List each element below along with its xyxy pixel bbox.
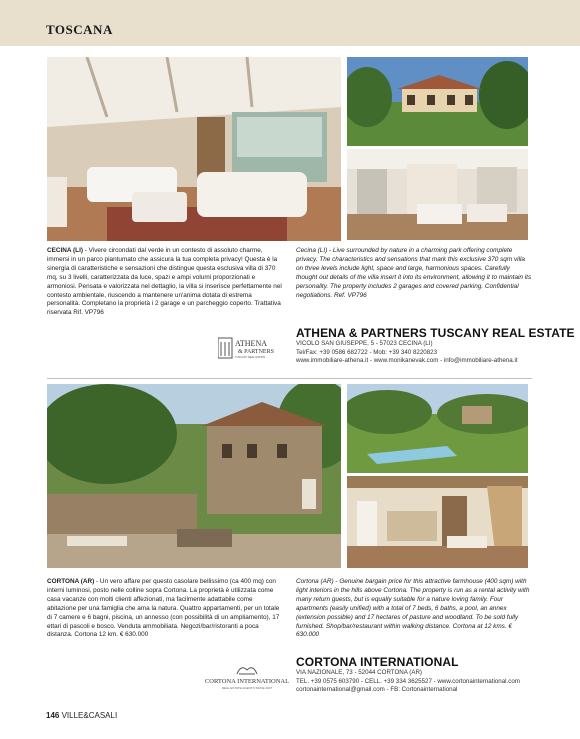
- agency-athena: [296, 326, 575, 366]
- agency-web: cortonainternational@gmail.com - FB: Cortonainternational: [296, 686, 458, 694]
- agency-phones: TEL. +39 0575 603790 - CELL. +39 334 3625527 - www.cortonainternational.com: [296, 677, 520, 685]
- photo-farmhouse-kitchen: [347, 476, 528, 568]
- photo-farmhouse-exterior: [47, 384, 341, 568]
- page-footer: [46, 711, 117, 720]
- cortona-logo: [205, 660, 289, 692]
- agency-cortona: [296, 655, 520, 695]
- agency-phones: Tel/Fax: +39 0586 682722 - Mob: +39 340 8220823: [296, 348, 438, 356]
- divider: [47, 378, 532, 379]
- page-number: 146: [46, 711, 60, 720]
- athena-logo: [218, 336, 286, 360]
- agency-address: VICOLO SAN GIUSEPPE, 5 - 57023 CECINA (LI): [296, 340, 433, 347]
- listing-text: - Vivere circondati dal verde in un contesto di assoluto charme, immersi in un parco piantumato che assicura la tua completa privacy! Questa è la sinergia di caratteristiche e sensazioni che distingue questa esclusiva villa di 370 mq, su 3 livelli, caratterizzata da luce, spazi e ampi volumi proporzionati e armoniosi. Pensata e valorizzata nel dettaglio, la villa si inserisce perfettamente nel contesto ambientale, riuscendo a mantenere un'anima dotata di estrema personalità. Completano la proprietà i 2 garage e un parcheggio coperto. Trattativa riservata Rif. VP796: [47, 247, 282, 317]
- listing-description-it: [47, 247, 283, 318]
- logo-tag: REAL ESTATE AGENTS SINCE 2007: [221, 686, 273, 690]
- listing-location: CORTONA (AR): [47, 578, 95, 585]
- logo-word: ATHENA: [235, 339, 267, 348]
- photo-villa-exterior: [347, 57, 528, 146]
- agency-web: www.immobiliare-athena.it - www.monikanevak.com - info@immobiliare-athena.it: [296, 357, 518, 365]
- agency-name: CORTONA INTERNATIONAL: [296, 655, 459, 669]
- photo-villa-interior: [347, 149, 528, 240]
- logo-tag: TUSCANY REAL ESTATE: [235, 356, 266, 359]
- listing-text: - Un vero affare per questo casolare bellissimo (ca 400 mq) con interni luminosi, posto nelle colline sopra Cortona. La proprietà è utilizzata come casa vacanze con molti clienti affezionati, ma facilmente adattabile come abitazione per una famiglia che ama la natura. Quattro appartamenti, per un totale di 7 camere e 6 bagni, piscina, un annesso (con possibilità di un ampliamento), 17 ettari di pascoli e bosco. Venduta ammobiliata. Negozi/bar/ristoranti a poca distanza. Cortona 12 km. € 630.000: [47, 578, 280, 639]
- logo-word: CORTONA INTERNATIONAL: [205, 678, 289, 685]
- logo-sub: & PARTNERS: [238, 349, 274, 355]
- magazine-name: VILLE&CASALI: [61, 711, 118, 720]
- photo-farmhouse-pool: [347, 384, 528, 473]
- photo-villa-living-room: [47, 57, 341, 241]
- listing-description-en: Cecina (LI) - Live surrounded by nature in a charming park offering complete privacy. The characteristics and sensations that mark this exclusive 370 sqm villa on three levels include light, space and large, harmonious spaces. Carefully thought out details of the villa insert it into its environment, allowing it to maintain its personality. The property includes 2 garages and covered parking. Confidential negotiations. Ref. VP796: [296, 247, 532, 299]
- agency-address: VIA NAZIONALE, 73 - 52044 CORTONA (AR): [296, 669, 422, 676]
- region-title: TOSCANA: [46, 22, 113, 37]
- listing-location: CECINA (LI): [47, 247, 83, 254]
- agency-name: ATHENA & PARTNERS TUSCANY REAL ESTATE: [296, 326, 575, 340]
- listing-description-it: [47, 578, 283, 640]
- listing-description-en: Cortona (AR) - Genuine bargain price for this attractive farmhouse (400 sqm) with light interiors in the hills above Cortona. The property is run as a rental activity with many return guests, but is equally suitable for a nature loving family. Four apartments (easily unified) with a total of 7 beds, 6 baths, a pool, an annex (extension possible) and 17 hectares of pasture and woodland. To be sold fully furnished. Shop/bar/restaurant within walking distance. Cortona at 12 kms. € 630.000: [296, 578, 530, 639]
